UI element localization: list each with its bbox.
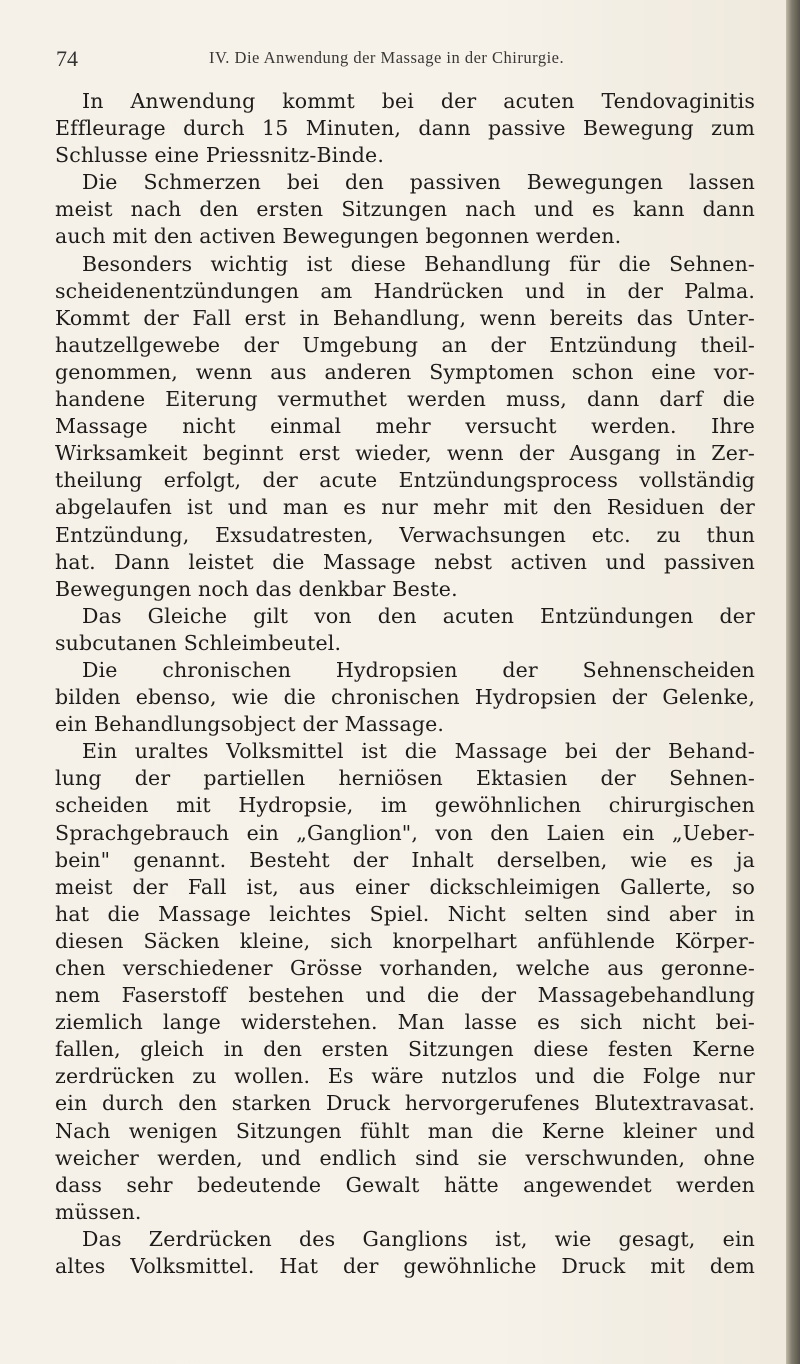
text-line: altes Volksmittel. Hat der gewöhnliche Druck mit dem — [55, 1254, 755, 1279]
text-line: hautzellgewebe der Umgebung an der Entzündung theil- — [55, 332, 755, 357]
body-text — [55, 88, 755, 1280]
text-line: Ein uraltes Volksmittel ist die Massage bei der Behand- — [82, 739, 755, 764]
text-line: genommen, wenn aus anderen Symptomen schon eine vor- — [55, 359, 755, 384]
text-line: zerdrücken zu wollen. Es wäre nutzlos und die Folge nur — [55, 1064, 755, 1089]
running-head: IV. Die Anwendung der Massage in der Chirurgie. — [209, 48, 565, 67]
text-line: Entzündung, Exsudatresten, Verwachsungen etc. zu thun — [55, 522, 755, 547]
text-line: Sprachgebrauch ein „Ganglion", von den Laien ein „Ueber- — [55, 820, 755, 845]
text-line: müssen. — [55, 1199, 142, 1224]
text-line: theilung erfolgt, der acute Entzündungsprocess vollständig — [55, 468, 755, 493]
text-line: meist nach den ersten Sitzungen nach und es kann dann — [55, 197, 755, 222]
text-line: Effleurage durch 15 Minuten, dann passive Bewegung zum — [55, 116, 755, 141]
text-line: Besonders wichtig ist diese Behandlung für die Sehnen- — [82, 251, 755, 276]
text-line: abgelaufen ist und man es nur mehr mit den Residuen der — [55, 495, 755, 520]
text-line: hat die Massage leichtes Spiel. Nicht selten sind aber in — [55, 901, 755, 926]
text-line: Kommt der Fall erst in Behandlung, wenn bereits das Unter- — [55, 305, 755, 330]
text-line: weicher werden, und endlich sind sie verschwunden, ohne — [55, 1145, 755, 1170]
text-line: Wirksamkeit beginnt erst wieder, wenn der Ausgang in Zer- — [55, 441, 755, 466]
text-line: Die chronischen Hydropsien der Sehnenscheiden — [82, 657, 755, 682]
text-line: chen verschiedener Grösse vorhanden, welche aus geronne- — [55, 956, 755, 980]
text-line: subcutanen Schleimbeutel. — [55, 630, 342, 655]
text-line: In Anwendung kommt bei der acuten Tendovaginitis — [82, 89, 755, 113]
text-line: Schlusse eine Priessnitz-Binde. — [55, 143, 385, 168]
text-line: bilden ebenso, wie die chronischen Hydropsien der Gelenke, — [55, 685, 755, 710]
page-header — [56, 46, 756, 76]
text-line: fallen, gleich in den ersten Sitzungen diese festen Kerne — [55, 1037, 755, 1062]
text-line: Bewegungen noch das denkbar Beste. — [55, 576, 458, 601]
book-spine-shadow — [786, 0, 800, 1364]
text-line: hat. Dann leistet die Massage nebst activen und passiven — [55, 549, 755, 574]
text-line: ziemlich lange widerstehen. Man lasse es sich nicht bei- — [55, 1010, 755, 1035]
text-line: Das Gleiche gilt von den acuten Entzündungen der — [82, 603, 755, 628]
text-line: auch mit den activen Bewegungen begonnen werden. — [55, 224, 622, 249]
text-line: bein" genannt. Besteht der Inhalt derselben, wie es ja — [55, 847, 755, 872]
text-line: scheidenentzündungen am Handrücken und in der Palma. — [55, 278, 755, 303]
text-line: ein durch den starken Druck hervorgerufenes Blutextravasat. — [55, 1091, 755, 1116]
text-line: scheiden mit Hydropsie, im gewöhnlichen chirurgischen — [55, 793, 755, 818]
text-line: dass sehr bedeutende Gewalt hätte angewendet werden — [55, 1172, 755, 1197]
text-line: lung der partiellen herniösen Ektasien der Sehnen- — [55, 766, 755, 791]
text-line: Massage nicht einmal mehr versucht werden. Ihre — [55, 414, 755, 439]
text-line: Die Schmerzen bei den passiven Bewegungen lassen — [82, 170, 755, 195]
text-line: Nach wenigen Sitzungen fühlt man die Kerne kleiner und — [55, 1118, 755, 1143]
text-line: ein Behandlungsobject der Massage. — [55, 712, 445, 737]
text-line: diesen Säcken kleine, sich knorpelhart anfühlende Körper- — [55, 928, 755, 953]
text-line: meist der Fall ist, aus einer dickschleimigen Gallerte, so — [55, 874, 755, 899]
text-line: nem Faserstoff bestehen und die der Massagebehandlung — [55, 983, 755, 1008]
text-line: Das Zerdrücken des Ganglions ist, wie gesagt, ein — [82, 1226, 755, 1251]
page-number: 74 — [56, 46, 78, 71]
text-line: handene Eiterung vermuthet werden muss, dann darf die — [55, 387, 755, 412]
